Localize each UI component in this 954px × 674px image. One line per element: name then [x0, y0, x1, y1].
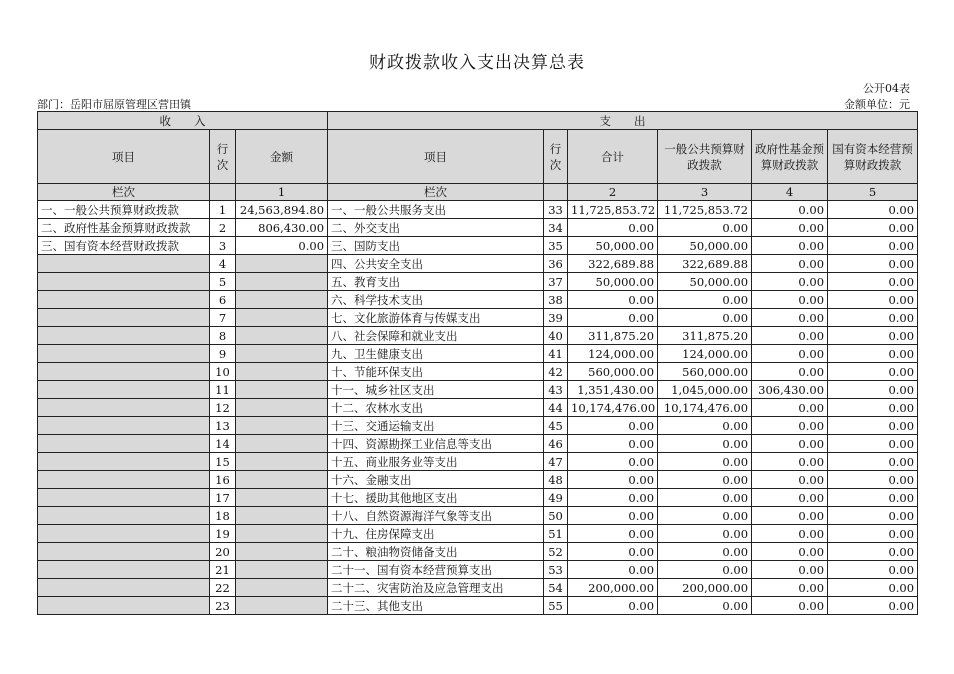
- expense-fund: 0.00: [752, 273, 828, 291]
- header-item: 项目: [38, 130, 210, 184]
- expense-item: 十三、交通运输支出: [328, 417, 544, 435]
- unit-label: 金额单位：元: [844, 98, 910, 111]
- expense-state: 0.00: [828, 327, 918, 345]
- expense-state: 0.00: [828, 399, 918, 417]
- expense-total: 0.00: [568, 471, 658, 489]
- expense-general: 0.00: [658, 471, 752, 489]
- expense-state: 0.00: [828, 453, 918, 471]
- expense-total: 0.00: [568, 219, 658, 237]
- expense-item: 十一、城乡社区支出: [328, 381, 544, 399]
- income-amount: [236, 453, 328, 471]
- expense-total: 0.00: [568, 507, 658, 525]
- expense-row-no: 45: [544, 417, 568, 435]
- expense-total: 10,174,476.00: [568, 399, 658, 417]
- income-row-no: 1: [210, 201, 236, 219]
- expense-item: 十五、商业服务业等支出: [328, 453, 544, 471]
- table-row: [38, 525, 918, 543]
- expense-fund: 0.00: [752, 471, 828, 489]
- table-row: [38, 435, 918, 453]
- expense-total: 200,000.00: [568, 579, 658, 597]
- income-amount: [236, 525, 328, 543]
- lanci-2: 2: [568, 184, 658, 201]
- income-amount: [236, 381, 328, 399]
- lanci-blank: [210, 184, 236, 201]
- expense-row-no: 53: [544, 561, 568, 579]
- table-row: [38, 309, 918, 327]
- income-item: [38, 309, 210, 327]
- expense-state: 0.00: [828, 489, 918, 507]
- header-row-no2: 行次: [544, 130, 568, 184]
- income-row-no: 15: [210, 453, 236, 471]
- expense-total: 0.00: [568, 525, 658, 543]
- table-row: [38, 507, 918, 525]
- expense-item: 二、外交支出: [328, 219, 544, 237]
- income-item: [38, 471, 210, 489]
- expense-row-no: 36: [544, 255, 568, 273]
- expense-total: 0.00: [568, 309, 658, 327]
- income-amount: [236, 435, 328, 453]
- header-general: 一般公共预算财政拨款: [658, 130, 752, 184]
- expense-row-no: 33: [544, 201, 568, 219]
- income-item: [38, 327, 210, 345]
- expense-fund: 0.00: [752, 309, 828, 327]
- table-row: [38, 417, 918, 435]
- expense-state: 0.00: [828, 363, 918, 381]
- lanci-3: 3: [658, 184, 752, 201]
- income-row-no: 11: [210, 381, 236, 399]
- expense-row-no: 37: [544, 273, 568, 291]
- expense-row-no: 40: [544, 327, 568, 345]
- expense-state: 0.00: [828, 543, 918, 561]
- income-amount: [236, 399, 328, 417]
- table-row: [38, 237, 918, 255]
- income-amount: [236, 273, 328, 291]
- table-row: [38, 291, 918, 309]
- income-item: [38, 417, 210, 435]
- income-amount: [236, 363, 328, 381]
- income-row-no: 5: [210, 273, 236, 291]
- table-row: [38, 543, 918, 561]
- expense-general: 0.00: [658, 219, 752, 237]
- income-row-no: 10: [210, 363, 236, 381]
- expense-row-no: 55: [544, 597, 568, 615]
- expense-item: 二十三、其他支出: [328, 597, 544, 615]
- expense-general: 311,875.20: [658, 327, 752, 345]
- expense-general: 50,000.00: [658, 273, 752, 291]
- expense-total: 0.00: [568, 291, 658, 309]
- expense-row-no: 49: [544, 489, 568, 507]
- expense-state: 0.00: [828, 291, 918, 309]
- income-row-no: 2: [210, 219, 236, 237]
- expense-item: 三、国防支出: [328, 237, 544, 255]
- expense-item: 五、教育支出: [328, 273, 544, 291]
- expense-item: 二十、粮油物资储备支出: [328, 543, 544, 561]
- expense-state: 0.00: [828, 435, 918, 453]
- expense-row-no: 50: [544, 507, 568, 525]
- expense-total: 124,000.00: [568, 345, 658, 363]
- lanci-4: 4: [752, 184, 828, 201]
- expense-row-no: 54: [544, 579, 568, 597]
- table-row: [38, 363, 918, 381]
- expense-state: 0.00: [828, 273, 918, 291]
- expense-general: 0.00: [658, 561, 752, 579]
- table-row: [38, 561, 918, 579]
- expense-state: 0.00: [828, 507, 918, 525]
- income-amount: [236, 579, 328, 597]
- income-row-no: 3: [210, 237, 236, 255]
- expense-row-no: 51: [544, 525, 568, 543]
- income-row-no: 8: [210, 327, 236, 345]
- form-number: 公开04表: [863, 82, 910, 95]
- expense-row-no: 42: [544, 363, 568, 381]
- expense-general: 0.00: [658, 597, 752, 615]
- expense-item: 二十一、国有资本经营预算支出: [328, 561, 544, 579]
- income-row-no: 16: [210, 471, 236, 489]
- income-item: [38, 363, 210, 381]
- expense-fund: 0.00: [752, 417, 828, 435]
- income-item: [38, 453, 210, 471]
- expense-state: 0.00: [828, 381, 918, 399]
- expense-general: 0.00: [658, 453, 752, 471]
- table-row: [38, 255, 918, 273]
- table-row: [38, 201, 918, 219]
- table-row: [38, 219, 918, 237]
- expense-total: 50,000.00: [568, 273, 658, 291]
- expense-state: 0.00: [828, 525, 918, 543]
- income-item: [38, 345, 210, 363]
- expense-fund: 0.00: [752, 255, 828, 273]
- expense-row-no: 43: [544, 381, 568, 399]
- income-amount: 24,563,894.80: [236, 201, 328, 219]
- expense-state: 0.00: [828, 561, 918, 579]
- expense-fund: 0.00: [752, 399, 828, 417]
- expense-total: 311,875.20: [568, 327, 658, 345]
- expense-item: 二十二、灾害防治及应急管理支出: [328, 579, 544, 597]
- income-item: [38, 255, 210, 273]
- income-row-no: 23: [210, 597, 236, 615]
- income-amount: [236, 327, 328, 345]
- table-row: [38, 345, 918, 363]
- expense-row-no: 48: [544, 471, 568, 489]
- expense-row-no: 41: [544, 345, 568, 363]
- expense-state: 0.00: [828, 345, 918, 363]
- expense-total: 322,689.88: [568, 255, 658, 273]
- header-amount: 金额: [236, 130, 328, 184]
- page-title: 财政拨款收入支出决算总表: [369, 53, 585, 73]
- expense-item: 十七、援助其他地区支出: [328, 489, 544, 507]
- header-state: 国有资本经营预算财政拨款: [828, 130, 918, 184]
- expense-fund: 0.00: [752, 435, 828, 453]
- income-item: [38, 579, 210, 597]
- expense-item: 十八、自然资源海洋气象等支出: [328, 507, 544, 525]
- expense-row-no: 52: [544, 543, 568, 561]
- expense-general: 0.00: [658, 525, 752, 543]
- income-amount: [236, 597, 328, 615]
- income-item: [38, 561, 210, 579]
- column-header-row: [38, 130, 918, 184]
- income-item: [38, 525, 210, 543]
- expense-fund: 0.00: [752, 237, 828, 255]
- expense-fund: 0.00: [752, 345, 828, 363]
- header-item2: 项目: [328, 130, 544, 184]
- income-amount: [236, 543, 328, 561]
- expense-total: 560,000.00: [568, 363, 658, 381]
- income-amount: 806,430.00: [236, 219, 328, 237]
- table-row: [38, 381, 918, 399]
- expense-general: 0.00: [658, 435, 752, 453]
- department-label: 部门：岳阳市屈原管理区营田镇: [37, 98, 191, 111]
- income-row-no: 7: [210, 309, 236, 327]
- expense-fund: 0.00: [752, 201, 828, 219]
- income-row-no: 12: [210, 399, 236, 417]
- expense-general: 124,000.00: [658, 345, 752, 363]
- expense-fund: 0.00: [752, 561, 828, 579]
- income-amount: [236, 471, 328, 489]
- table-row: [38, 489, 918, 507]
- column-number-row: [38, 184, 918, 201]
- income-item: [38, 399, 210, 417]
- expense-general: 0.00: [658, 489, 752, 507]
- expense-state: 0.00: [828, 471, 918, 489]
- expense-item: 十、节能环保支出: [328, 363, 544, 381]
- income-amount: [236, 309, 328, 327]
- income-section-header: 收 入: [38, 112, 328, 130]
- expense-row-no: 44: [544, 399, 568, 417]
- expense-general: 0.00: [658, 417, 752, 435]
- income-row-no: 14: [210, 435, 236, 453]
- expense-fund: 0.00: [752, 507, 828, 525]
- expense-row-no: 34: [544, 219, 568, 237]
- income-row-no: 13: [210, 417, 236, 435]
- income-row-no: 4: [210, 255, 236, 273]
- header-fund: 政府性基金预算财政拨款: [752, 130, 828, 184]
- table-row: [38, 597, 918, 615]
- income-item: [38, 381, 210, 399]
- table-row: [38, 273, 918, 291]
- income-item: [38, 543, 210, 561]
- income-item: [38, 489, 210, 507]
- expense-total: 0.00: [568, 489, 658, 507]
- expense-item: 十二、农林水支出: [328, 399, 544, 417]
- expense-fund: 0.00: [752, 543, 828, 561]
- expense-fund: 0.00: [752, 327, 828, 345]
- income-item: [38, 273, 210, 291]
- expense-general: 0.00: [658, 309, 752, 327]
- expense-total: 0.00: [568, 453, 658, 471]
- expense-item: 七、文化旅游体育与传媒支出: [328, 309, 544, 327]
- lanci-1: 1: [236, 184, 328, 201]
- expense-item: 一、一般公共服务支出: [328, 201, 544, 219]
- income-row-no: 20: [210, 543, 236, 561]
- expense-item: 四、公共安全支出: [328, 255, 544, 273]
- income-amount: [236, 291, 328, 309]
- income-row-no: 17: [210, 489, 236, 507]
- expense-row-no: 38: [544, 291, 568, 309]
- expense-state: 0.00: [828, 201, 918, 219]
- income-item: [38, 291, 210, 309]
- expense-item: 十九、住房保障支出: [328, 525, 544, 543]
- header-row-no: 行次: [210, 130, 236, 184]
- expense-fund: 0.00: [752, 453, 828, 471]
- expense-total: 0.00: [568, 543, 658, 561]
- expense-item: 八、社会保障和就业支出: [328, 327, 544, 345]
- expense-section-header: 支 出: [328, 112, 918, 130]
- expense-fund: 0.00: [752, 597, 828, 615]
- expense-total: 0.00: [568, 561, 658, 579]
- income-amount: [236, 417, 328, 435]
- income-item: [38, 435, 210, 453]
- income-amount: [236, 345, 328, 363]
- income-amount: [236, 255, 328, 273]
- table-row: [38, 327, 918, 345]
- expense-state: 0.00: [828, 219, 918, 237]
- expense-fund: 306,430.00: [752, 381, 828, 399]
- expense-general: 560,000.00: [658, 363, 752, 381]
- expense-fund: 0.00: [752, 489, 828, 507]
- expense-general: 1,045,000.00: [658, 381, 752, 399]
- expense-general: 11,725,853.72: [658, 201, 752, 219]
- expense-total: 0.00: [568, 597, 658, 615]
- lanci-blank2: [544, 184, 568, 201]
- expense-state: 0.00: [828, 237, 918, 255]
- income-item: 一、一般公共预算财政拨款: [38, 201, 210, 219]
- expense-item: 十六、金融支出: [328, 471, 544, 489]
- income-item: 二、政府性基金预算财政拨款: [38, 219, 210, 237]
- expense-fund: 0.00: [752, 291, 828, 309]
- income-row-no: 21: [210, 561, 236, 579]
- expense-row-no: 46: [544, 435, 568, 453]
- income-item: [38, 597, 210, 615]
- table-row: [38, 399, 918, 417]
- expense-general: 10,174,476.00: [658, 399, 752, 417]
- expense-row-no: 39: [544, 309, 568, 327]
- expense-state: 0.00: [828, 309, 918, 327]
- expense-general: 0.00: [658, 507, 752, 525]
- expense-state: 0.00: [828, 597, 918, 615]
- expense-fund: 0.00: [752, 219, 828, 237]
- expense-row-no: 35: [544, 237, 568, 255]
- lanci-label: 栏次: [38, 184, 210, 201]
- expense-state: 0.00: [828, 417, 918, 435]
- table-row: [38, 579, 918, 597]
- expense-fund: 0.00: [752, 579, 828, 597]
- expense-general: 200,000.00: [658, 579, 752, 597]
- expense-total: 0.00: [568, 417, 658, 435]
- income-amount: [236, 489, 328, 507]
- income-row-no: 18: [210, 507, 236, 525]
- expense-item: 六、科学技术支出: [328, 291, 544, 309]
- table-row: [38, 453, 918, 471]
- expense-state: 0.00: [828, 579, 918, 597]
- expense-state: 0.00: [828, 255, 918, 273]
- expense-general: 322,689.88: [658, 255, 752, 273]
- lanci-label2: 栏次: [328, 184, 544, 201]
- income-row-no: 22: [210, 579, 236, 597]
- expense-total: 1,351,430.00: [568, 381, 658, 399]
- expense-item: 十四、资源勘探工业信息等支出: [328, 435, 544, 453]
- finance-table: [37, 111, 918, 615]
- income-row-no: 9: [210, 345, 236, 363]
- income-amount: [236, 507, 328, 525]
- income-row-no: 19: [210, 525, 236, 543]
- expense-total: 50,000.00: [568, 237, 658, 255]
- header-total: 合计: [568, 130, 658, 184]
- lanci-5: 5: [828, 184, 918, 201]
- income-row-no: 6: [210, 291, 236, 309]
- expense-general: 50,000.00: [658, 237, 752, 255]
- expense-total: 11,725,853.72: [568, 201, 658, 219]
- income-item: 三、国有资本经营财政拨款: [38, 237, 210, 255]
- expense-fund: 0.00: [752, 525, 828, 543]
- income-amount: 0.00: [236, 237, 328, 255]
- table-row: [38, 471, 918, 489]
- income-item: [38, 507, 210, 525]
- income-amount: [236, 561, 328, 579]
- section-header-row: [38, 112, 918, 130]
- expense-general: 0.00: [658, 291, 752, 309]
- expense-item: 九、卫生健康支出: [328, 345, 544, 363]
- expense-general: 0.00: [658, 543, 752, 561]
- expense-total: 0.00: [568, 435, 658, 453]
- expense-row-no: 47: [544, 453, 568, 471]
- expense-fund: 0.00: [752, 363, 828, 381]
